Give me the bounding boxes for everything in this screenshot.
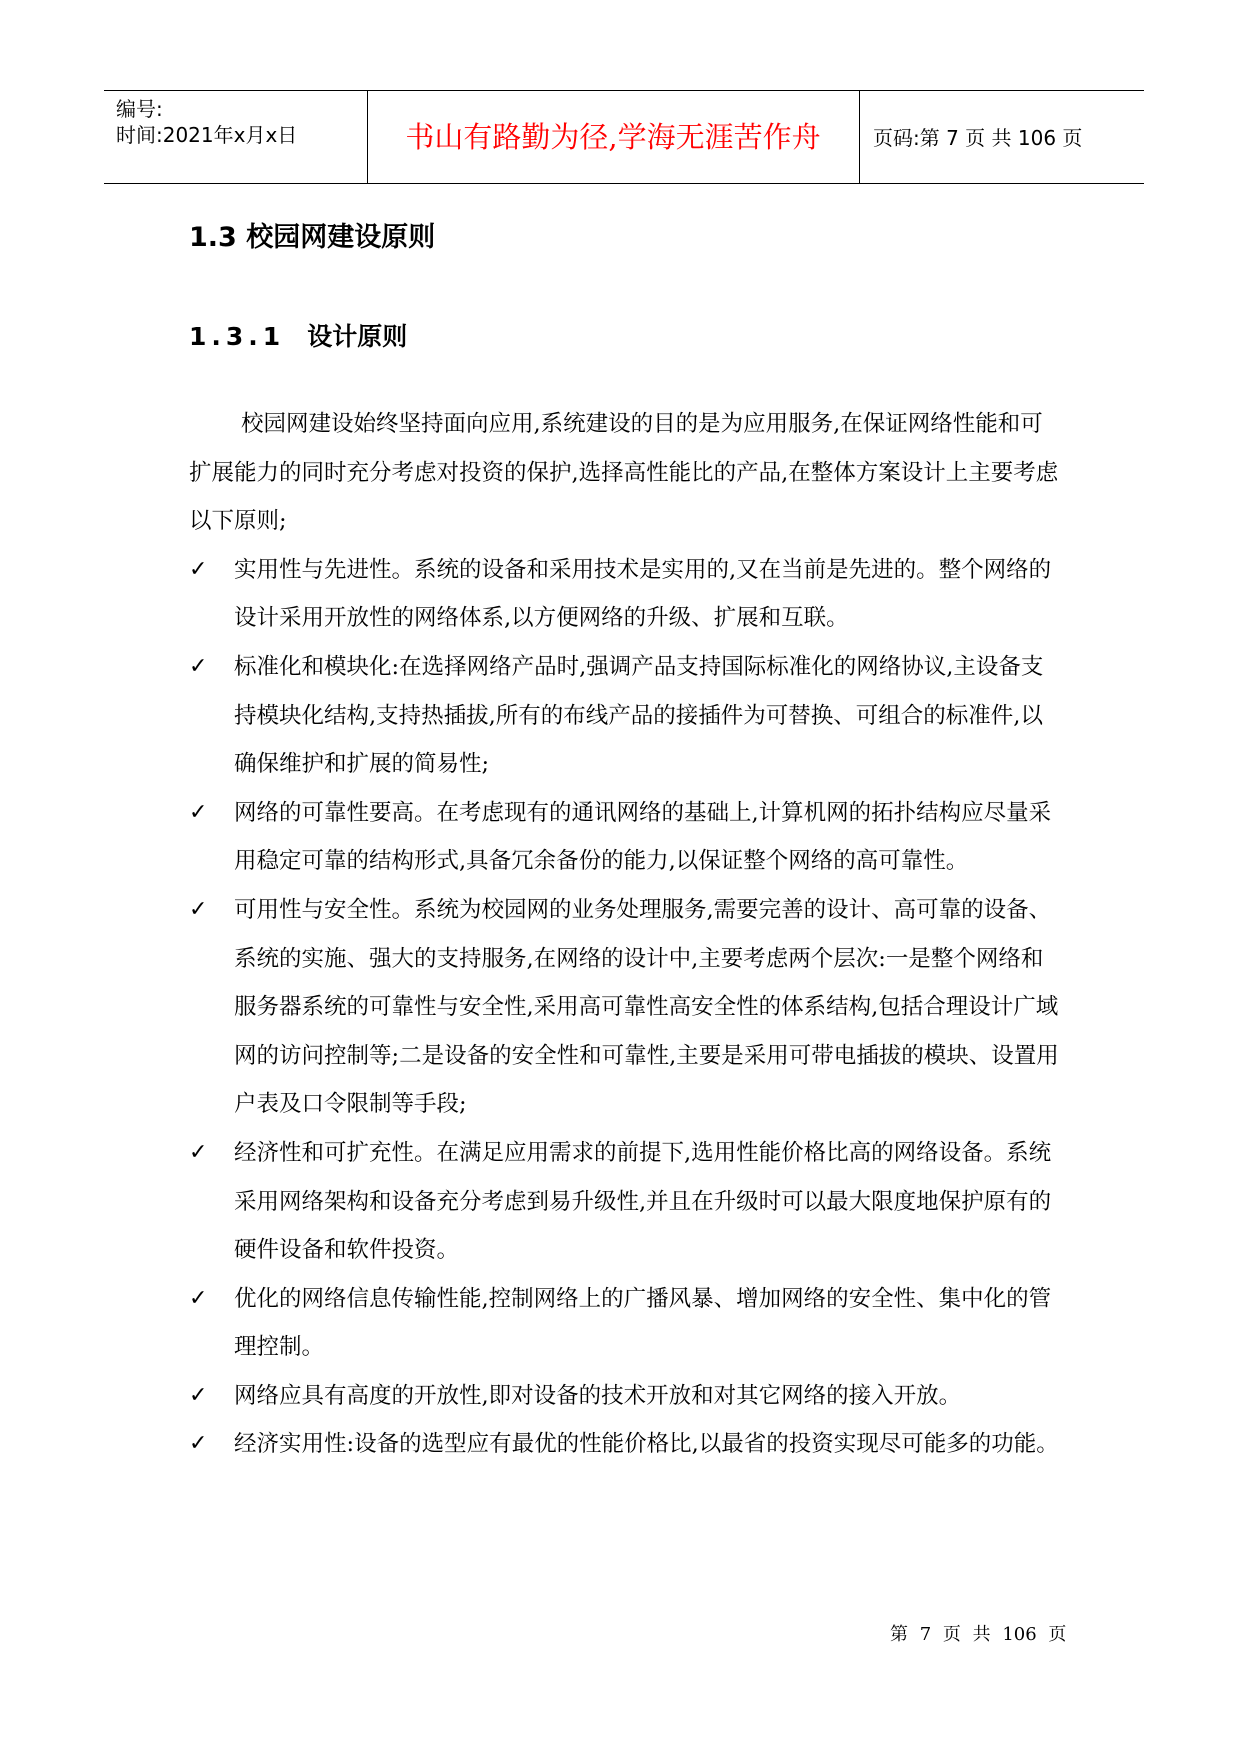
list-item <box>189 886 1059 1129</box>
section-heading: 1.3 校园网建设原则 <box>189 222 436 253</box>
checkmark-icon: ✓ <box>189 1139 208 1165</box>
header-page-number: 页码:第 7 页 共 106 页 <box>873 126 1083 150</box>
checkmark-icon: ✓ <box>189 556 208 582</box>
checkmark-icon: ✓ <box>189 799 208 825</box>
subsection-title: 设计原则 <box>307 322 408 351</box>
time-label: 时间:2021年x月x日 <box>116 123 298 147</box>
list-item-text: 经济性和可扩充性。在满足应用需求的前提下,选用性能价格比高的网络设备。系统采用网络架构和设备充分考虑到易升级性,并且在升级时可以最大限度地保护原有的硬件设备和软件投资。 <box>234 1139 1052 1264</box>
page-footer: 第 7 页 共 106 页 <box>890 1624 1067 1645</box>
header-motto: 书山有路勤为径,学海无涯苦作舟 <box>405 120 821 154</box>
list-item-text: 经济实用性:设备的选型应有最优的性能价格比,以最省的投资实现尽可能多的功能。 <box>234 1431 1059 1458</box>
list-item-text: 标准化和模块化:在选择网络产品时,强调产品支持国际标准化的网络协议,主设备支持模块化结构,支持热插拔,所有的布线产品的接插件为可替换、可组合的标准件,以确保维护和扩展的简易性; <box>234 653 1044 778</box>
document-body <box>189 400 1059 1469</box>
list-item <box>189 1275 1059 1372</box>
subsection-number: 1.3.1 <box>189 322 286 351</box>
page-header <box>104 90 1144 184</box>
list-item-text: 可用性与安全性。系统为校园网的业务处理服务,需要完善的设计、高可靠的设备、系统的实施、强大的支持服务,在网络的设计中,主要考虑两个层次:一是整个网络和服务器系统的可靠性与安全性,采用高可靠性高安全性的体系结构,包括合理设计广域网的访问控制等;二是设备的安全性和可靠性,主要是采用可带电插拔的模块、设置用户表及口令限制等手段; <box>234 896 1059 1118</box>
list-item <box>189 1372 1059 1421</box>
list-item <box>189 643 1059 789</box>
subsection-heading <box>189 320 407 354</box>
header-divider <box>859 91 860 183</box>
principles-list <box>189 546 1059 1469</box>
list-item <box>189 1420 1059 1469</box>
checkmark-icon: ✓ <box>189 1382 208 1408</box>
checkmark-icon: ✓ <box>189 896 208 922</box>
list-item <box>189 546 1059 643</box>
header-divider <box>367 91 368 183</box>
header-meta <box>116 91 366 183</box>
list-item-text: 网络应具有高度的开放性,即对设备的技术开放和对其它网络的接入开放。 <box>234 1382 962 1409</box>
checkmark-icon: ✓ <box>189 1285 208 1311</box>
list-item-text: 网络的可靠性要高。在考虑现有的通讯网络的基础上,计算机网的拓扑结构应尽量采用稳定可靠的结构形式,具备冗余备份的能力,以保证整个网络的高可靠性。 <box>234 799 1052 875</box>
checkmark-icon: ✓ <box>189 1431 208 1457</box>
intro-paragraph: 校园网建设始终坚持面向应用,系统建设的目的是为应用服务,在保证网络性能和可扩展能力的同时充分考虑对投资的保护,选择高性能比的产品,在整体方案设计上主要考虑以下原则; <box>189 411 1059 535</box>
list-item <box>189 1129 1059 1275</box>
list-item-text: 优化的网络信息传输性能,控制网络上的广播风暴、增加网络的安全性、集中化的管理控制。 <box>234 1285 1052 1361</box>
list-item-text: 实用性与先进性。系统的设备和采用技术是实用的,又在当前是先进的。整个网络的设计采用开放性的网络体系,以方便网络的升级、扩展和互联。 <box>234 556 1052 632</box>
serial-label: 编号: <box>116 97 163 121</box>
list-item <box>189 789 1059 886</box>
checkmark-icon: ✓ <box>189 653 208 679</box>
